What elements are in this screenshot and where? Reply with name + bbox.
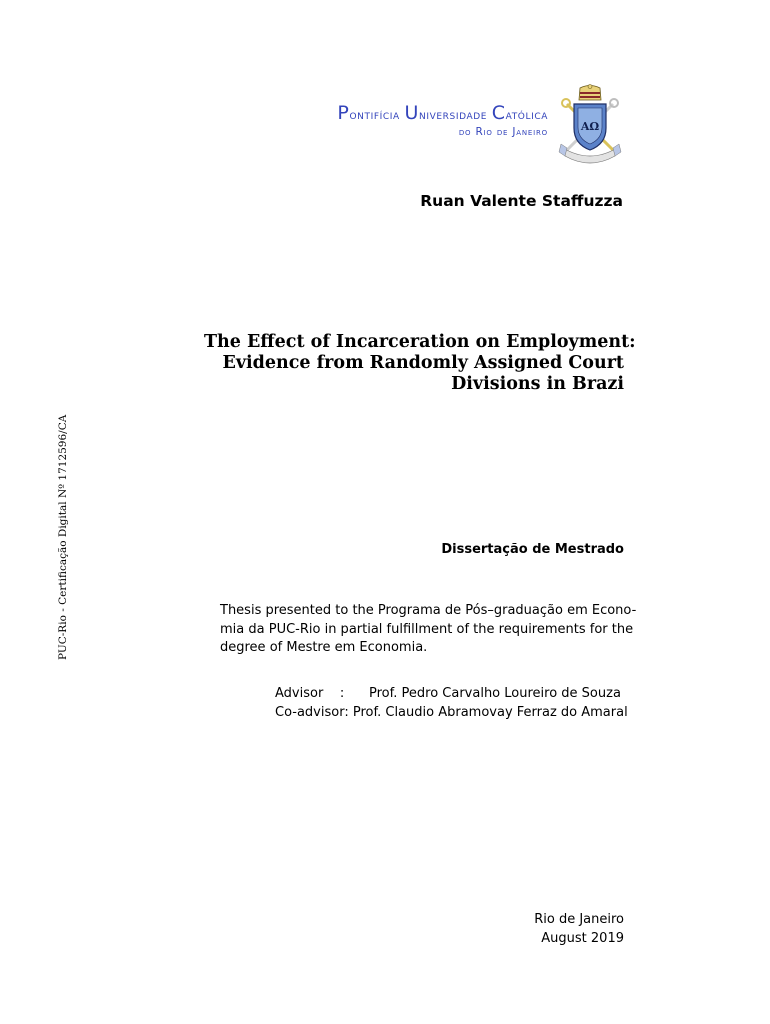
university-word3-initial: C [491,102,506,124]
seal-text: AΩ [580,120,600,133]
thesis-title-line: The Effect of Incarceration on Employment: [204,332,636,352]
place: Rio de Janeiro [534,912,624,927]
coadvisor-line: Co-advisor: Prof. Claudio Abramovay Ferraz do Amaral [275,704,628,720]
thesis-title-line: Divisions in Brazi [451,374,624,394]
university-word3-rest: atólica [505,108,548,123]
university-word2-initial: U [404,102,420,124]
university-name-line2: do Rio de Janeiro [458,126,548,138]
university-word1-rest: ontifícia [349,108,400,123]
description-line: mia da PUC-Rio in partial fulfillment of the requirements for the [220,621,634,637]
advisor-line: Advisor : Prof. Pedro Carvalho Loureiro de Souza [275,686,621,701]
university-name-line1 [337,104,548,123]
author-name: Ruan Valente Staffuzza [420,192,623,210]
description-line: Thesis presented to the Programa de Pós–graduação em Econo- [220,603,637,618]
thesis-title [204,332,636,395]
university-name [337,104,548,138]
university-seal-icon [557,84,623,164]
digital-certification-stamp: PUC-Rio - Certificação Digital Nº 1712596/CA [57,414,69,660]
university-word2-rest: niversidade [419,108,488,123]
thesis-description [220,602,637,658]
university-word1-initial: P [337,102,350,124]
description-line: degree of Mestre em Economia. [220,640,428,655]
date: August 2019 [541,930,624,946]
place-date-block [534,911,624,948]
advisors-block [275,685,628,722]
degree-type: Dissertação de Mestrado [441,542,624,557]
thesis-title-line: Evidence from Randomly Assigned Court [222,353,624,373]
